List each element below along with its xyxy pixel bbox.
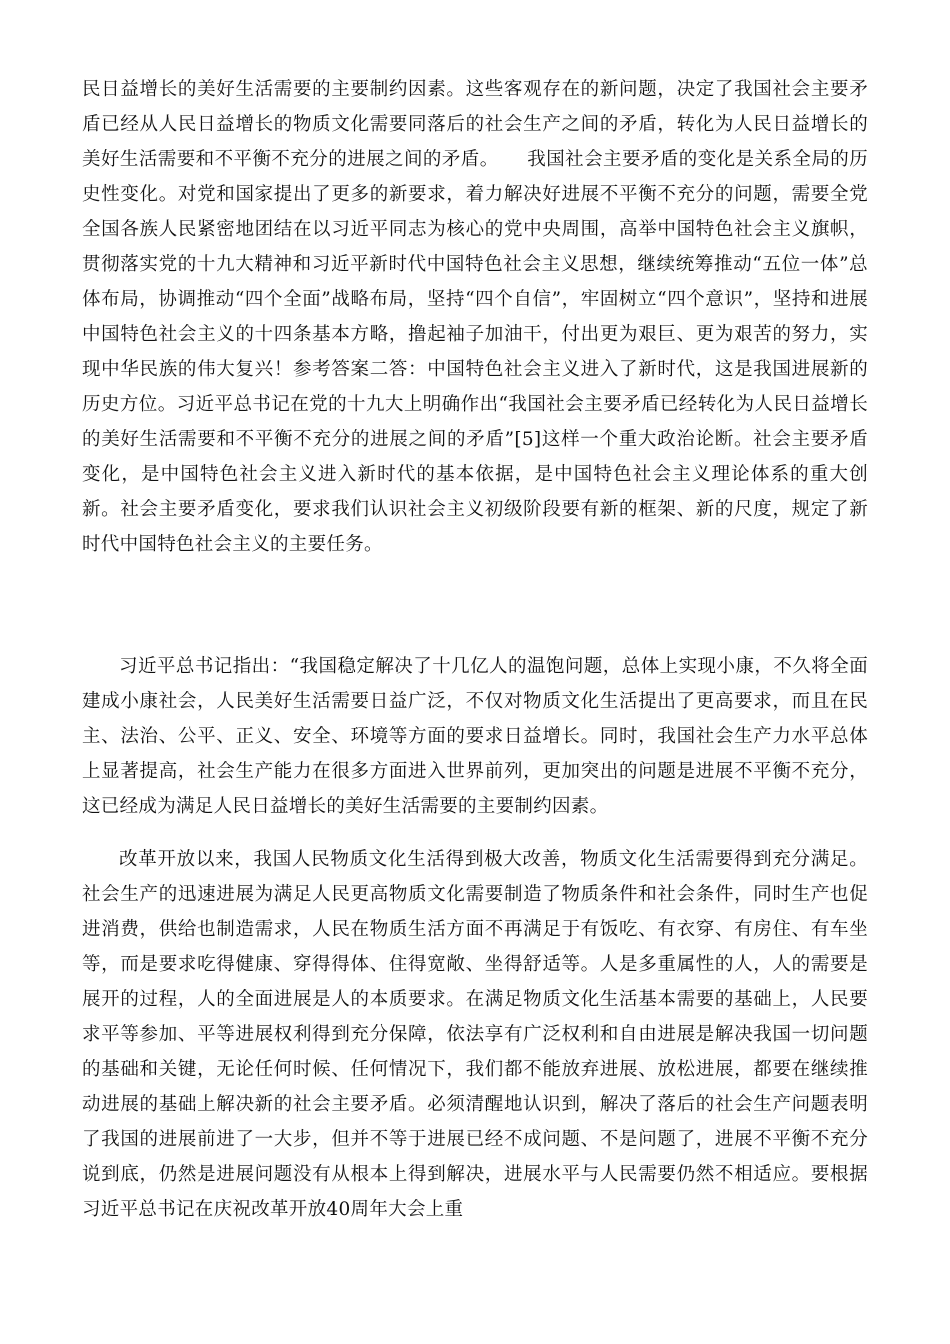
document-page: [82, 72, 868, 1227]
paragraph-2: 习近平总书记指出：“我国稳定解决了十几亿人的温饱问题，总体上实现小康，不久将全面建成小康社会，人民美好生活需要日益广泛，不仅对物质文化生活提出了更高要求，而且在民主、法治、公平、正义、安全、环境等方面的要求日益增长。同时，我国社会生产力水平总体上显著提高，社会生产能力在很多方面进入世界前列，更加突出的问题是进展不平衡不充分，这已经成为满足人民日益增长的美好生活需要的主要制约因素。: [82, 656, 868, 817]
paragraph-1: 民日益增长的美好生活需要的主要制约因素。这些客观存在的新问题，决定了我国社会主要矛盾已经从人民日益增长的物质文化需要同落后的社会生产之间的矛盾，转化为人民日益增长的美好生活需要和不平衡不充分的进展之间的矛盾。 我国社会主要矛盾的变化是关系全局的历史性变化。对党和国家提出了更多的新要求，着力解决好进展不平衡不充分的问题，需要全党全国各族人民紧密地团结在以习近平同志为核心的党中央周围，高举中国特色社会主义旗帜，贯彻落实党的十九大精神和习近平新时代中国特色社会主义思想，继续统筹推动“五位一体”总体布局，协调推动“四个全面”战略布局，坚持“四个自信”，牢固树立“四个意识”，坚持和进展中国特色社会主义的十四条基本方略，撸起袖子加油干，付出更为艰巨、更为艰苦的努力，实现中华民族的伟大复兴！参考答案二答：中国特色社会主义进入了新时代，这是我国进展新的历史方位。习近平总书记在党的十九大上明确作出“我国社会主要矛盾已经转化为人民日益增长的美好生活需要和不平衡不充分的进展之间的矛盾”[5]这样一个重大政治论断。社会主要矛盾变化，是中国特色社会主义进入新时代的基本依据，是中国特色社会主义理论体系的重大创新。社会主要矛盾变化，要求我们认识社会主义初级阶段要有新的框架、新的尺度，规定了新时代中国特色社会主义的主要任务。: [82, 79, 868, 555]
paragraph-3: 改革开放以来，我国人民物质文化生活得到极大改善，物质文化生活需要得到充分满足。社会生产的迅速进展为满足人民更高物质文化需要制造了物质条件和社会条件，同时生产也促进消费，供给也制造需求，人民在物质生活方面不再满足于有饭吃、有衣穿、有房住、有车坐等，而是要求吃得健康、穿得得体、住得宽敞、坐得舒适等。人是多重属性的人，人的需要是展开的过程，人的全面进展是人的本质要求。在满足物质文化生活基本需要的基础上，人民要求平等参加、平等进展权利得到充分保障，依法享有广泛权利和自由进展是解决我国一切问题的基础和关键，无论任何时候、任何情况下，我们都不能放弃进展、放松进展，都要在继续推动进展的基础上解决新的社会主要矛盾。必须清醒地认识到，解决了落后的社会生产问题表明了我国的进展前进了一大步，但并不等于进展已经不成问题、不是问题了，进展不平衡不充分说到底，仍然是进展问题没有从根本上得到解决，进展水平与人民需要仍然不相适应。要根据习近平总书记在庆祝改革开放40周年大会上重: [82, 849, 868, 1220]
